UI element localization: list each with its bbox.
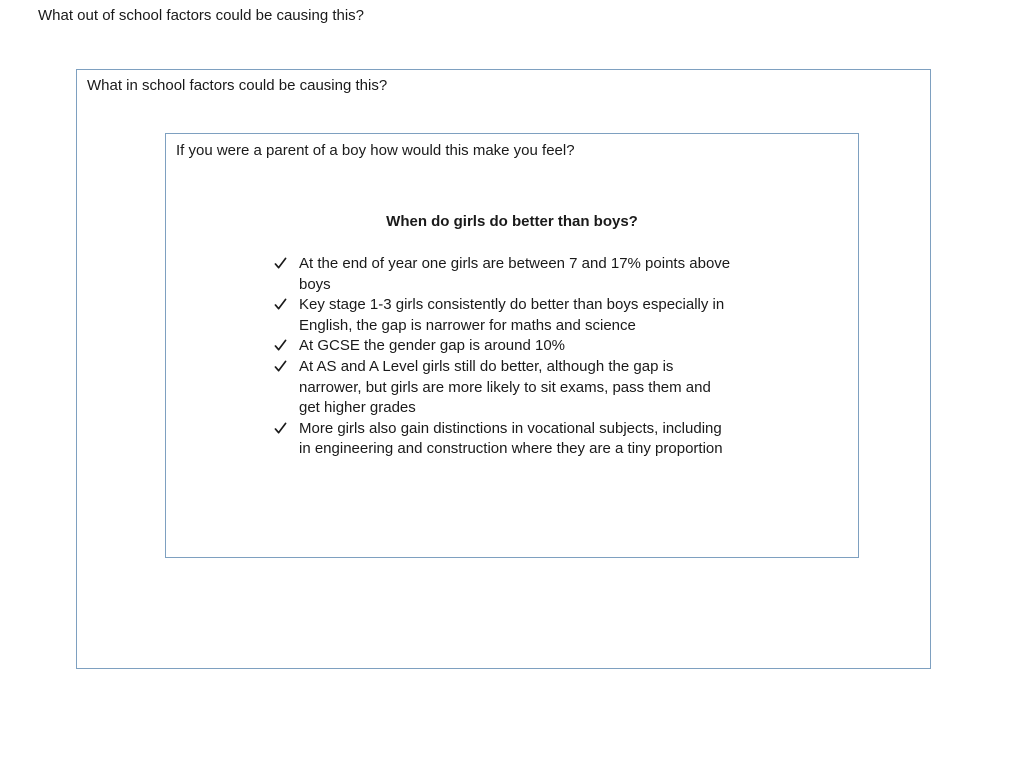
- check-icon: [274, 339, 287, 352]
- list-item-text: At GCSE the gender gap is around 10%: [299, 337, 566, 355]
- check-icon: [274, 422, 287, 435]
- list-item: [274, 295, 734, 336]
- list-item-text: At the end of year one girls are between 7 and 17% points above boys: [299, 255, 731, 293]
- list-item-text: At AS and A Level girls still do better, although the gap is narrower, but girls are more likely to sit exams, pass them and get higher grades: [299, 357, 711, 417]
- in-school-prompt: What in school factors could be causing this?: [87, 77, 388, 94]
- list-item: [274, 336, 734, 357]
- check-icon: [274, 257, 287, 270]
- parent-prompt: If you were a parent of a boy how would this make you feel?: [176, 142, 575, 159]
- girls-vs-boys-checklist: [274, 254, 734, 460]
- list-item-text: Key stage 1-3 girls consistently do better than boys especially in English, the gap is narrower for maths and science: [299, 296, 725, 334]
- info-title: When do girls do better than boys?: [386, 213, 638, 230]
- list-item: [274, 419, 734, 460]
- list-item-text: More girls also gain distinctions in vocational subjects, including in engineering and construction where they are a tiny proportion: [299, 419, 723, 458]
- list-item: [274, 254, 734, 295]
- out-of-school-prompt: What out of school factors could be causing this?: [38, 7, 365, 24]
- check-icon: [274, 298, 287, 311]
- list-item: [274, 357, 734, 419]
- parent-feelings-box: [165, 133, 859, 558]
- check-icon: [274, 360, 287, 373]
